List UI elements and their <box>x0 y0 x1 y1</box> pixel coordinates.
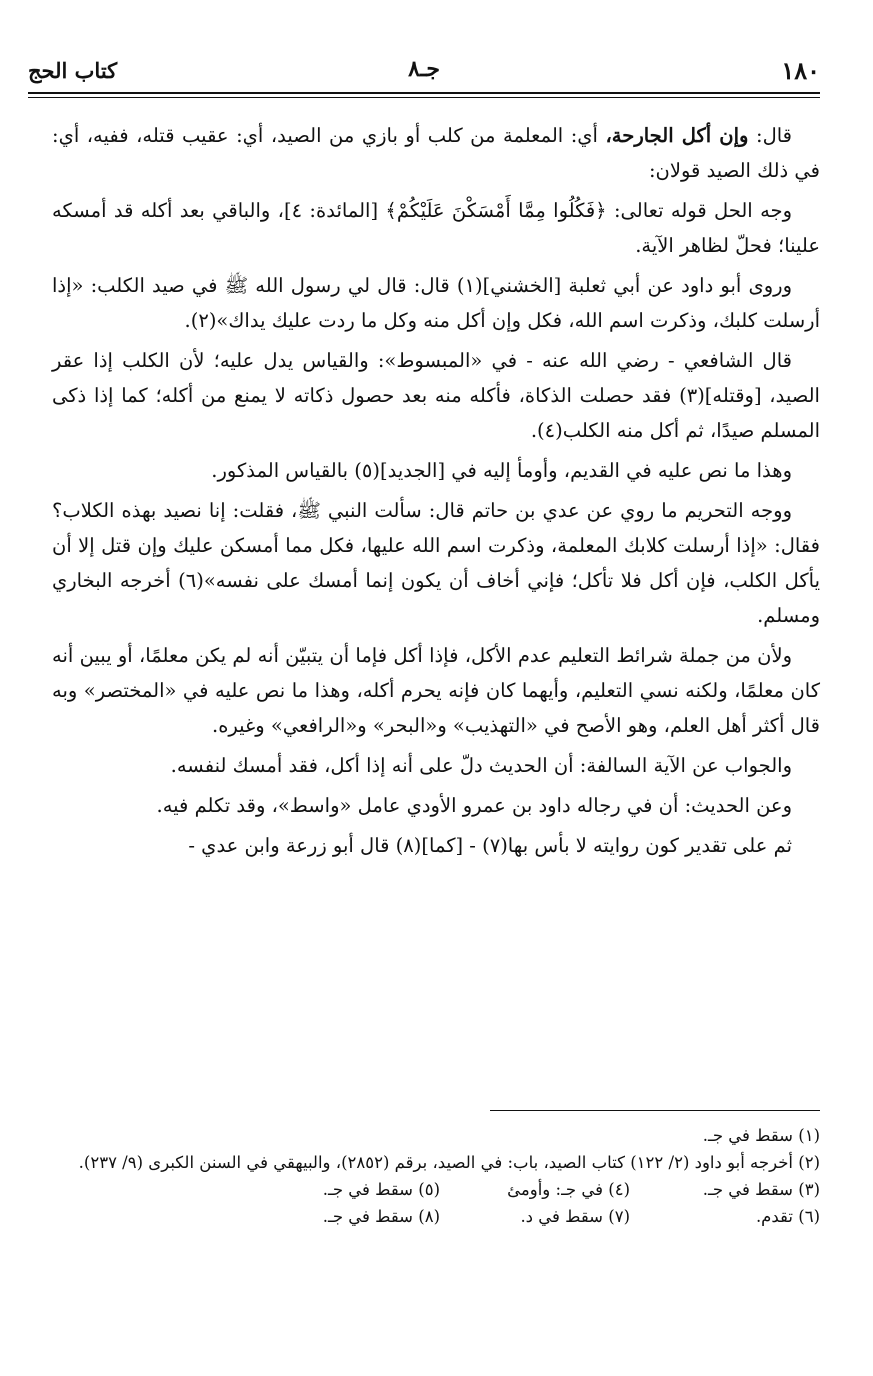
paragraph: وهذا ما نص عليه في القديم، وأومأ إليه في [الجديد](٥) بالقياس المذكور. <box>211 459 792 482</box>
footnote: (٣) سقط في جـ. <box>702 1180 820 1199</box>
footnote-row <box>60 1176 820 1203</box>
footnote: (٤) في جـ: وأومئ <box>507 1180 630 1199</box>
paragraph: ووجه التحريم ما روي عن عدي بن حاتم قال: سألت النبي ﷺ، فقلت: إنا نصيد بهذه الكلاب؟ فقال: «إذا أرسلت كلابك المعلمة، وذكرت اسم الله عليها، فكل مما أمسكن عليك وإن قتل إلا أن يأكل الكلب، فإن أكل فلا تأكل؛ فإني أخاف أن يكون إنما أمسك على نفسه»(٦) أخرجه البخاري ومسلم. <box>52 499 820 627</box>
footnote-row <box>60 1203 820 1230</box>
footnote-separator <box>490 1110 820 1111</box>
matn-quote: وإن أكل الجارحة، <box>605 124 749 147</box>
footnote: (٨) سقط في جـ. <box>322 1207 440 1226</box>
volume-label: جـ٨ <box>408 56 440 82</box>
main-text <box>52 118 820 868</box>
paragraph: وروى أبو داود عن أبي ثعلبة [الخشني](١) قال: قال لي رسول الله ﷺ في صيد الكلب: «إذا أرسلت كلبك، وذكرت اسم الله، فكل وإن أكل منه وكل ما ردت عليك يداك»(٢). <box>52 274 820 332</box>
footnote: (٢) أخرجه أبو داود (٢/ ١٢٢) كتاب الصيد، باب: في الصيد، برقم (٢٨٥٢)، والبيهقي في السنن الكبرى (٩/ ٢٣٧). <box>78 1153 820 1172</box>
paragraph-text: أي: المعلمة من كلب أو بازي من الصيد، أي: عقيب قتله، ففيه، أي: في ذلك الصيد قولان: <box>52 124 820 182</box>
paragraph: وجه الحل قوله تعالى: ﴿فَكُلُوا مِمَّا أَمْسَكْنَ عَلَيْكُمْ﴾ [المائدة: ٤]، والباقي بعد أكله قد أمسكه علينا؛ فحلّ لظاهر الآية. <box>52 199 820 257</box>
footnote: (٧) سقط في د. <box>520 1207 630 1226</box>
header-rule-thick <box>28 92 820 94</box>
paragraph: ثم على تقدير كون روايته لا بأس بها(٧) - [كما](٨) قال أبو زرعة وابن عدي - <box>188 834 792 857</box>
paragraph: وعن الحديث: أن في رجاله داود بن عمرو الأودي عامل «واسط»، وقد تكلم فيه. <box>156 794 792 817</box>
book-title: كتاب الحج <box>28 58 118 83</box>
footnote: (٥) سقط في جـ. <box>322 1180 440 1199</box>
paragraph: ولأن من جملة شرائط التعليم عدم الأكل، فإذا أكل فإما أن يتبيّن أنه لم يكن معلمًا، أو يبين أنه كان معلمًا، ولكنه نسي التعليم، وأيهما كان فإنه يحرم أكله، وهذا ما نص عليه في «المختصر» وبه قال أكثر أهل العلم، وهو الأصح في «التهذيب» و«البحر» و«الرافعي» وغيره. <box>52 644 820 737</box>
paragraph-label: قال: <box>756 124 793 147</box>
paragraph: والجواب عن الآية السالفة: أن الحديث دلّ على أنه إذا أكل، فقد أمسك لنفسه. <box>170 754 792 777</box>
running-header <box>28 52 820 92</box>
footnote: (٦) تقدم. <box>755 1207 820 1226</box>
footnotes <box>60 1122 820 1230</box>
paragraph: قال الشافعي - رضي الله عنه - في «المبسوط»: والقياس يدل عليه؛ لأن الكلب إذا عقر الصيد، [وقتله](٣) فقد حصلت الذكاة، فأكله منه بعد حصول ذكاته لا يمنع من أكله؛ كما إذا ذكى المسلم صيدًا، ثم أكل منه الكلب(٤). <box>52 349 820 442</box>
page-number: ١٨٠ <box>781 56 820 85</box>
paragraph <box>52 118 820 188</box>
header-rule-thin <box>28 97 820 98</box>
footnote: (١) سقط في جـ. <box>702 1126 820 1145</box>
